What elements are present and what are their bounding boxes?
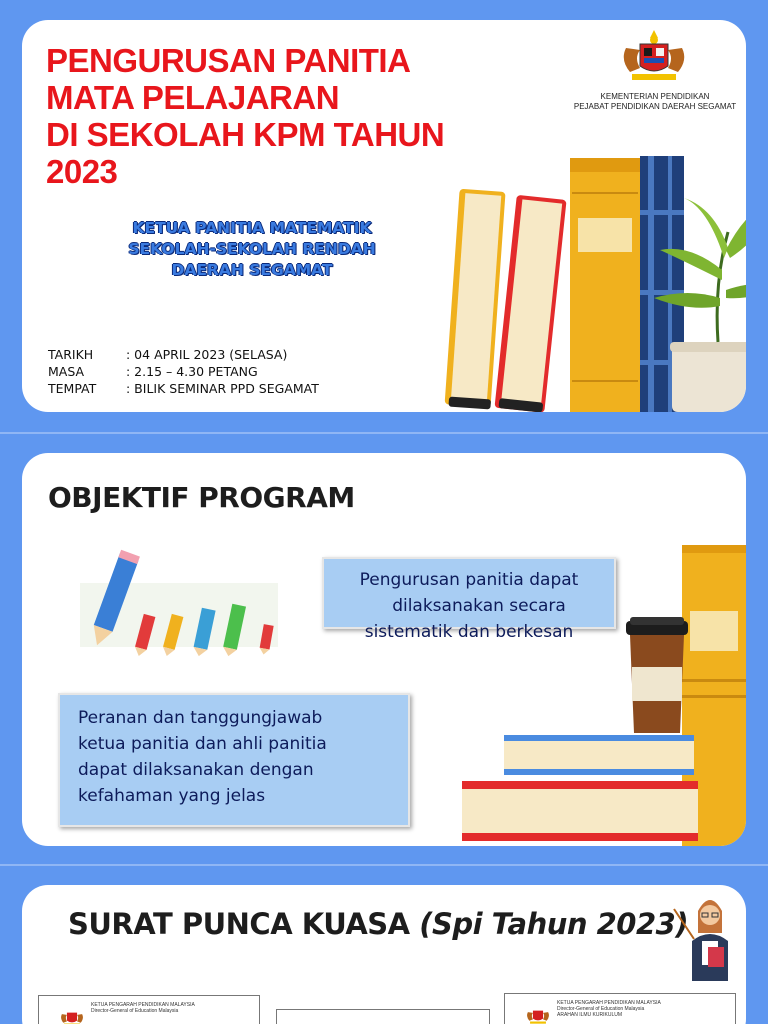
title-paren: (Spi Tahun 2023) [419, 907, 689, 941]
subtitle [82, 218, 422, 281]
coat-of-arms-icon [525, 1004, 551, 1024]
coat-of-arms-icon [618, 28, 690, 84]
objective-line: kefahaman yang jelas [78, 786, 266, 806]
detail-row-venue [48, 380, 319, 397]
detail-label: TARIKH [48, 347, 94, 362]
title-line: DI SEKOLAH KPM TAHUN [46, 116, 445, 153]
detail-row-date [48, 346, 319, 363]
coat-of-arms-icon [59, 1006, 85, 1024]
main-title [46, 42, 466, 190]
slide-authority-letter [22, 885, 746, 1024]
authority-letter-middle [276, 1009, 490, 1024]
title-line: PENGURUSAN PANITIA [46, 42, 411, 79]
coffee-cup-illustration [460, 545, 746, 846]
title-main: SURAT PUNCA KUASA [68, 907, 410, 941]
detail-row-time [48, 363, 319, 380]
objective-line: Peranan dan tanggungjawab [78, 708, 323, 728]
org-line: PEJABAT PENDIDIKAN DAERAH SEGAMAT [573, 102, 737, 111]
letter-line: ARAHAN ILMU KURIKULUM [557, 1012, 623, 1018]
slide-title [22, 20, 746, 412]
objective-line: Pengurusan panitia dapat [359, 570, 579, 590]
detail-value: : 04 APRIL 2023 (SELASA) [126, 347, 288, 362]
letter-header [91, 1002, 195, 1014]
objective-line: dilaksanakan secara [392, 596, 566, 616]
detail-label: MASA [48, 364, 85, 379]
objective-box-2 [58, 693, 410, 827]
letter-line: KETUA PENGARAH PENDIDIKAN MALAYSIA [557, 1000, 661, 1006]
title-line: MATA PELAJARAN [46, 79, 340, 116]
objective-line: sistematik dan berkesan [364, 622, 574, 642]
letter-line: Director-General of Education Malaysia [91, 1008, 179, 1014]
subtitle-line: DAERAH SEGAMAT [171, 261, 333, 279]
title-line: 2023 [46, 153, 118, 190]
pencil-characters-illustration [76, 549, 286, 661]
subtitle-line: KETUA PANITIA MATEMATIK [132, 219, 372, 237]
slide-separator [0, 864, 768, 866]
detail-value: : BILIK SEMINAR PPD SEGAMAT [126, 381, 319, 396]
letter-line: KETUA PENGARAH PENDIDIKAN MALAYSIA [91, 1002, 195, 1008]
books-illustration [422, 130, 746, 412]
detail-label: TEMPAT [48, 381, 97, 396]
subtitle-line: SEKOLAH-SEKOLAH RENDAH [128, 240, 376, 258]
section-title: OBJEKTIF PROGRAM [48, 481, 355, 514]
letter-line: Director-General of Education Malaysia [557, 1006, 645, 1012]
authority-letter-left [38, 995, 260, 1024]
objective-line: ketua panitia dan ahli panitia [78, 734, 327, 754]
detail-value: : 2.15 – 4.30 PETANG [126, 364, 258, 379]
authority-letter-right [504, 993, 736, 1024]
objective-line: dapat dilaksanakan dengan [78, 760, 314, 780]
section-title [68, 907, 688, 941]
slide-separator [0, 432, 768, 434]
letter-header [557, 1000, 661, 1018]
teacher-illustration [672, 889, 746, 983]
slide-objectives [22, 453, 746, 846]
organization-name [570, 92, 740, 112]
org-line: KEMENTERIAN PENDIDIKAN [600, 92, 710, 101]
event-details [48, 346, 319, 397]
